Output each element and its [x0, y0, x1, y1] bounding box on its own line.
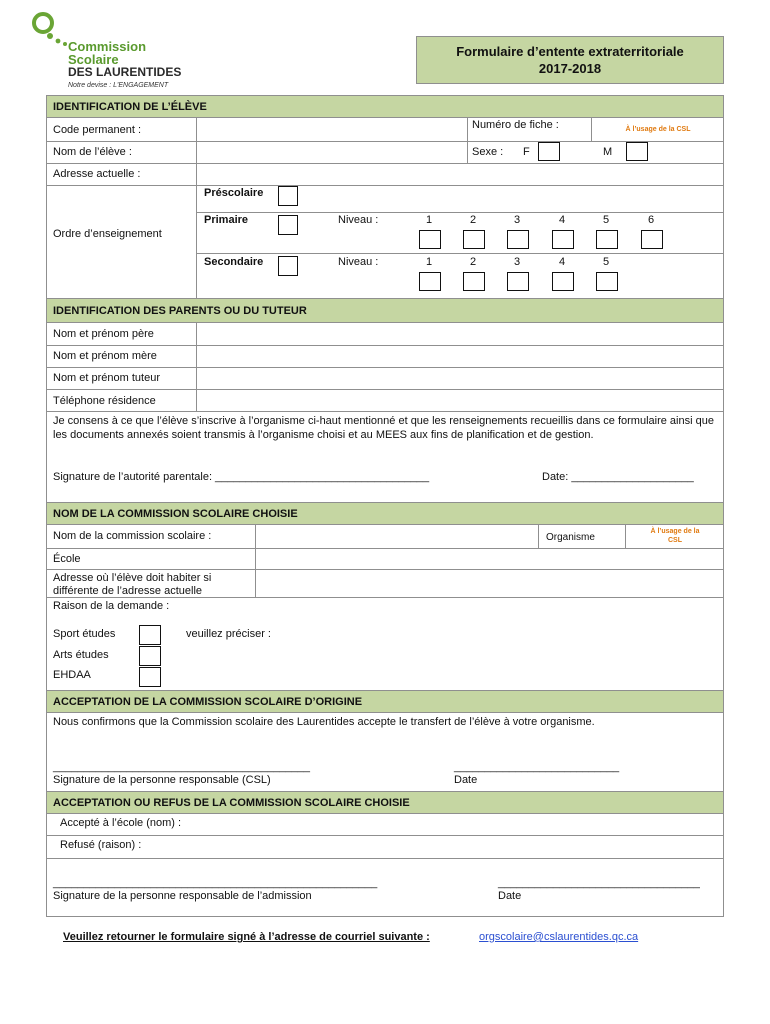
nom-eleve-label: Nom de l’élève :	[53, 146, 132, 158]
parent-date[interactable]: Date: ____________________	[542, 471, 694, 483]
ehdaa-label: EHDAA	[53, 669, 91, 681]
nom-pere-label: Nom et prénom père	[53, 328, 154, 340]
origine-text: Nous confirmons que la Commission scolaire des Laurentides accepte le transfert de l’élève à votre organisme.	[53, 716, 595, 728]
secondaire-niveau-label: Niveau :	[338, 256, 379, 268]
raison-label: Raison de la demande :	[53, 600, 170, 612]
nom-cs-label: Nom de la commission scolaire :	[53, 530, 212, 542]
secondaire-level-label: 3	[514, 256, 521, 268]
refus-date-line[interactable]: _________________________________	[498, 877, 700, 889]
secondaire-level-label: 5	[603, 256, 610, 268]
refuse-field[interactable]	[170, 836, 720, 857]
primaire-label: Primaire	[204, 214, 249, 226]
section-origine-header: ACCEPTATION DE LA COMMISSION SCOLAIRE D’ORIGINE	[47, 691, 723, 712]
usage-csl-choisie: À l’usage de la CSL	[650, 528, 700, 544]
secondaire-checkbox[interactable]	[278, 256, 298, 276]
secondaire-level-checkbox[interactable]	[596, 272, 618, 291]
accepte-field[interactable]	[200, 814, 720, 834]
refuse-label: Refusé (raison) :	[60, 839, 142, 851]
adresse-field[interactable]	[197, 164, 723, 185]
nom-eleve-field[interactable]	[197, 142, 467, 163]
footer-email-link[interactable]: orgscolaire@cslaurentides.qc.ca	[479, 931, 639, 943]
secondaire-level-checkbox[interactable]	[552, 272, 574, 291]
section-choisie-header: NOM DE LA COMMISSION SCOLAIRE CHOISIE	[47, 503, 723, 524]
sexe-m-checkbox[interactable]	[626, 142, 648, 161]
telephone-field[interactable]	[197, 390, 723, 411]
ecole-label: École	[53, 553, 81, 565]
primaire-level-label: 4	[559, 214, 566, 226]
primaire-checkbox[interactable]	[278, 215, 298, 235]
ecole-field[interactable]	[256, 549, 723, 569]
form-title	[416, 36, 724, 84]
sexe-m-label: M	[603, 146, 613, 158]
organisme-label: Organisme	[546, 532, 595, 543]
footer-instruction: Veuillez retourner le formulaire signé à l’adresse de courriel suivante :	[63, 931, 430, 943]
code-permanent-label: Code permanent :	[53, 124, 142, 136]
parent-signature[interactable]: Signature de l’autorité parentale: ___________________________________	[53, 471, 430, 483]
primaire-level-label: 6	[648, 214, 655, 226]
logo-line2: Scolaire	[68, 52, 119, 67]
secondaire-level-label: 2	[470, 256, 477, 268]
prescolaire-label: Préscolaire	[204, 187, 264, 199]
accepte-label: Accepté à l’école (nom) :	[60, 817, 182, 829]
adresse-habiter-field[interactable]	[256, 570, 723, 596]
section-eleve-header: IDENTIFICATION DE L’ÉLÈVE	[47, 96, 723, 117]
secondaire-level-label: 1	[426, 256, 433, 268]
telephone-label: Téléphone résidence	[53, 395, 156, 407]
sport-label: Sport études	[53, 628, 116, 640]
primaire-level-label: 3	[514, 214, 521, 226]
consent-text: Je consens à ce que l’élève s’inscrive à l’organisme ci-haut mentionné et que les renseignements recueillis dans ce formulaire ainsi que les documents annexés soient transmis à l’organisme choisi et au MEES aux fins de planification et de gestion.	[53, 415, 714, 441]
refus-signature-line[interactable]: _____________________________________________________	[53, 877, 378, 889]
code-permanent-field[interactable]	[197, 118, 467, 140]
nom-tuteur-field[interactable]	[197, 368, 723, 389]
origine-date-label: Date	[454, 774, 478, 786]
ehdaa-checkbox[interactable]	[139, 667, 161, 687]
section-parents-header: IDENTIFICATION DES PARENTS OU DU TUTEUR	[47, 299, 723, 322]
numero-fiche-label: Numéro de fiche :	[472, 119, 559, 131]
primaire-level-checkbox[interactable]	[463, 230, 485, 249]
secondaire-level-checkbox[interactable]	[463, 272, 485, 291]
origine-date-line[interactable]: ___________________________	[454, 761, 620, 773]
nom-tuteur-label: Nom et prénom tuteur	[53, 372, 160, 384]
arts-label: Arts études	[53, 649, 109, 661]
logo	[30, 10, 210, 92]
primaire-level-checkbox[interactable]	[419, 230, 441, 249]
logo-line1: Commission	[68, 39, 147, 54]
primaire-level-checkbox[interactable]	[552, 230, 574, 249]
ordre-label: Ordre d’enseignement	[53, 228, 162, 240]
origine-signature-label: Signature de la personne responsable (CSL)	[53, 774, 271, 786]
prescolaire-checkbox[interactable]	[278, 186, 298, 206]
secondaire-level-checkbox[interactable]	[419, 272, 441, 291]
nom-cs-field[interactable]	[256, 525, 538, 547]
primaire-level-checkbox[interactable]	[596, 230, 618, 249]
logo-tagline: Notre devise : L'ENGAGEMENT	[68, 82, 169, 89]
form-title-line1: Formulaire d’entente extraterritoriale	[456, 44, 684, 59]
nom-mere-field[interactable]	[197, 346, 723, 367]
secondaire-level-label: 4	[559, 256, 566, 268]
sexe-f-checkbox[interactable]	[538, 142, 560, 161]
usage-csl-note: À l’usage de la CSL	[625, 126, 691, 133]
refus-date-label: Date	[498, 890, 522, 902]
logo-line3: DES LAURENTIDES	[68, 65, 182, 79]
section-refus-header: ACCEPTATION OU REFUS DE LA COMMISSION SCOLAIRE CHOISIE	[47, 792, 723, 813]
primaire-level-checkbox[interactable]	[507, 230, 529, 249]
sexe-label: Sexe :	[472, 146, 504, 158]
primaire-level-label: 2	[470, 214, 477, 226]
sexe-f-label: F	[523, 146, 530, 158]
nom-mere-label: Nom et prénom mère	[53, 350, 157, 362]
nom-pere-field[interactable]	[197, 323, 723, 344]
primaire-level-label: 5	[603, 214, 610, 226]
primaire-niveau-label: Niveau :	[338, 214, 379, 226]
adresse-habiter-label: Adresse où l’élève doit habiter si différente de l’adresse actuelle	[53, 572, 212, 597]
primaire-level-checkbox[interactable]	[641, 230, 663, 249]
refus-signature-label: Signature de la personne responsable de l’admission	[53, 890, 312, 902]
secondaire-label: Secondaire	[204, 256, 264, 268]
primaire-level-label: 1	[426, 214, 433, 226]
secondaire-level-checkbox[interactable]	[507, 272, 529, 291]
arts-checkbox[interactable]	[139, 646, 161, 666]
preciser-label: veuillez préciser :	[186, 628, 271, 640]
form-title-year: 2017-2018	[538, 61, 602, 76]
adresse-label: Adresse actuelle :	[53, 168, 141, 180]
sport-checkbox[interactable]	[139, 625, 161, 645]
origine-signature-line[interactable]: __________________________________________	[53, 761, 310, 773]
